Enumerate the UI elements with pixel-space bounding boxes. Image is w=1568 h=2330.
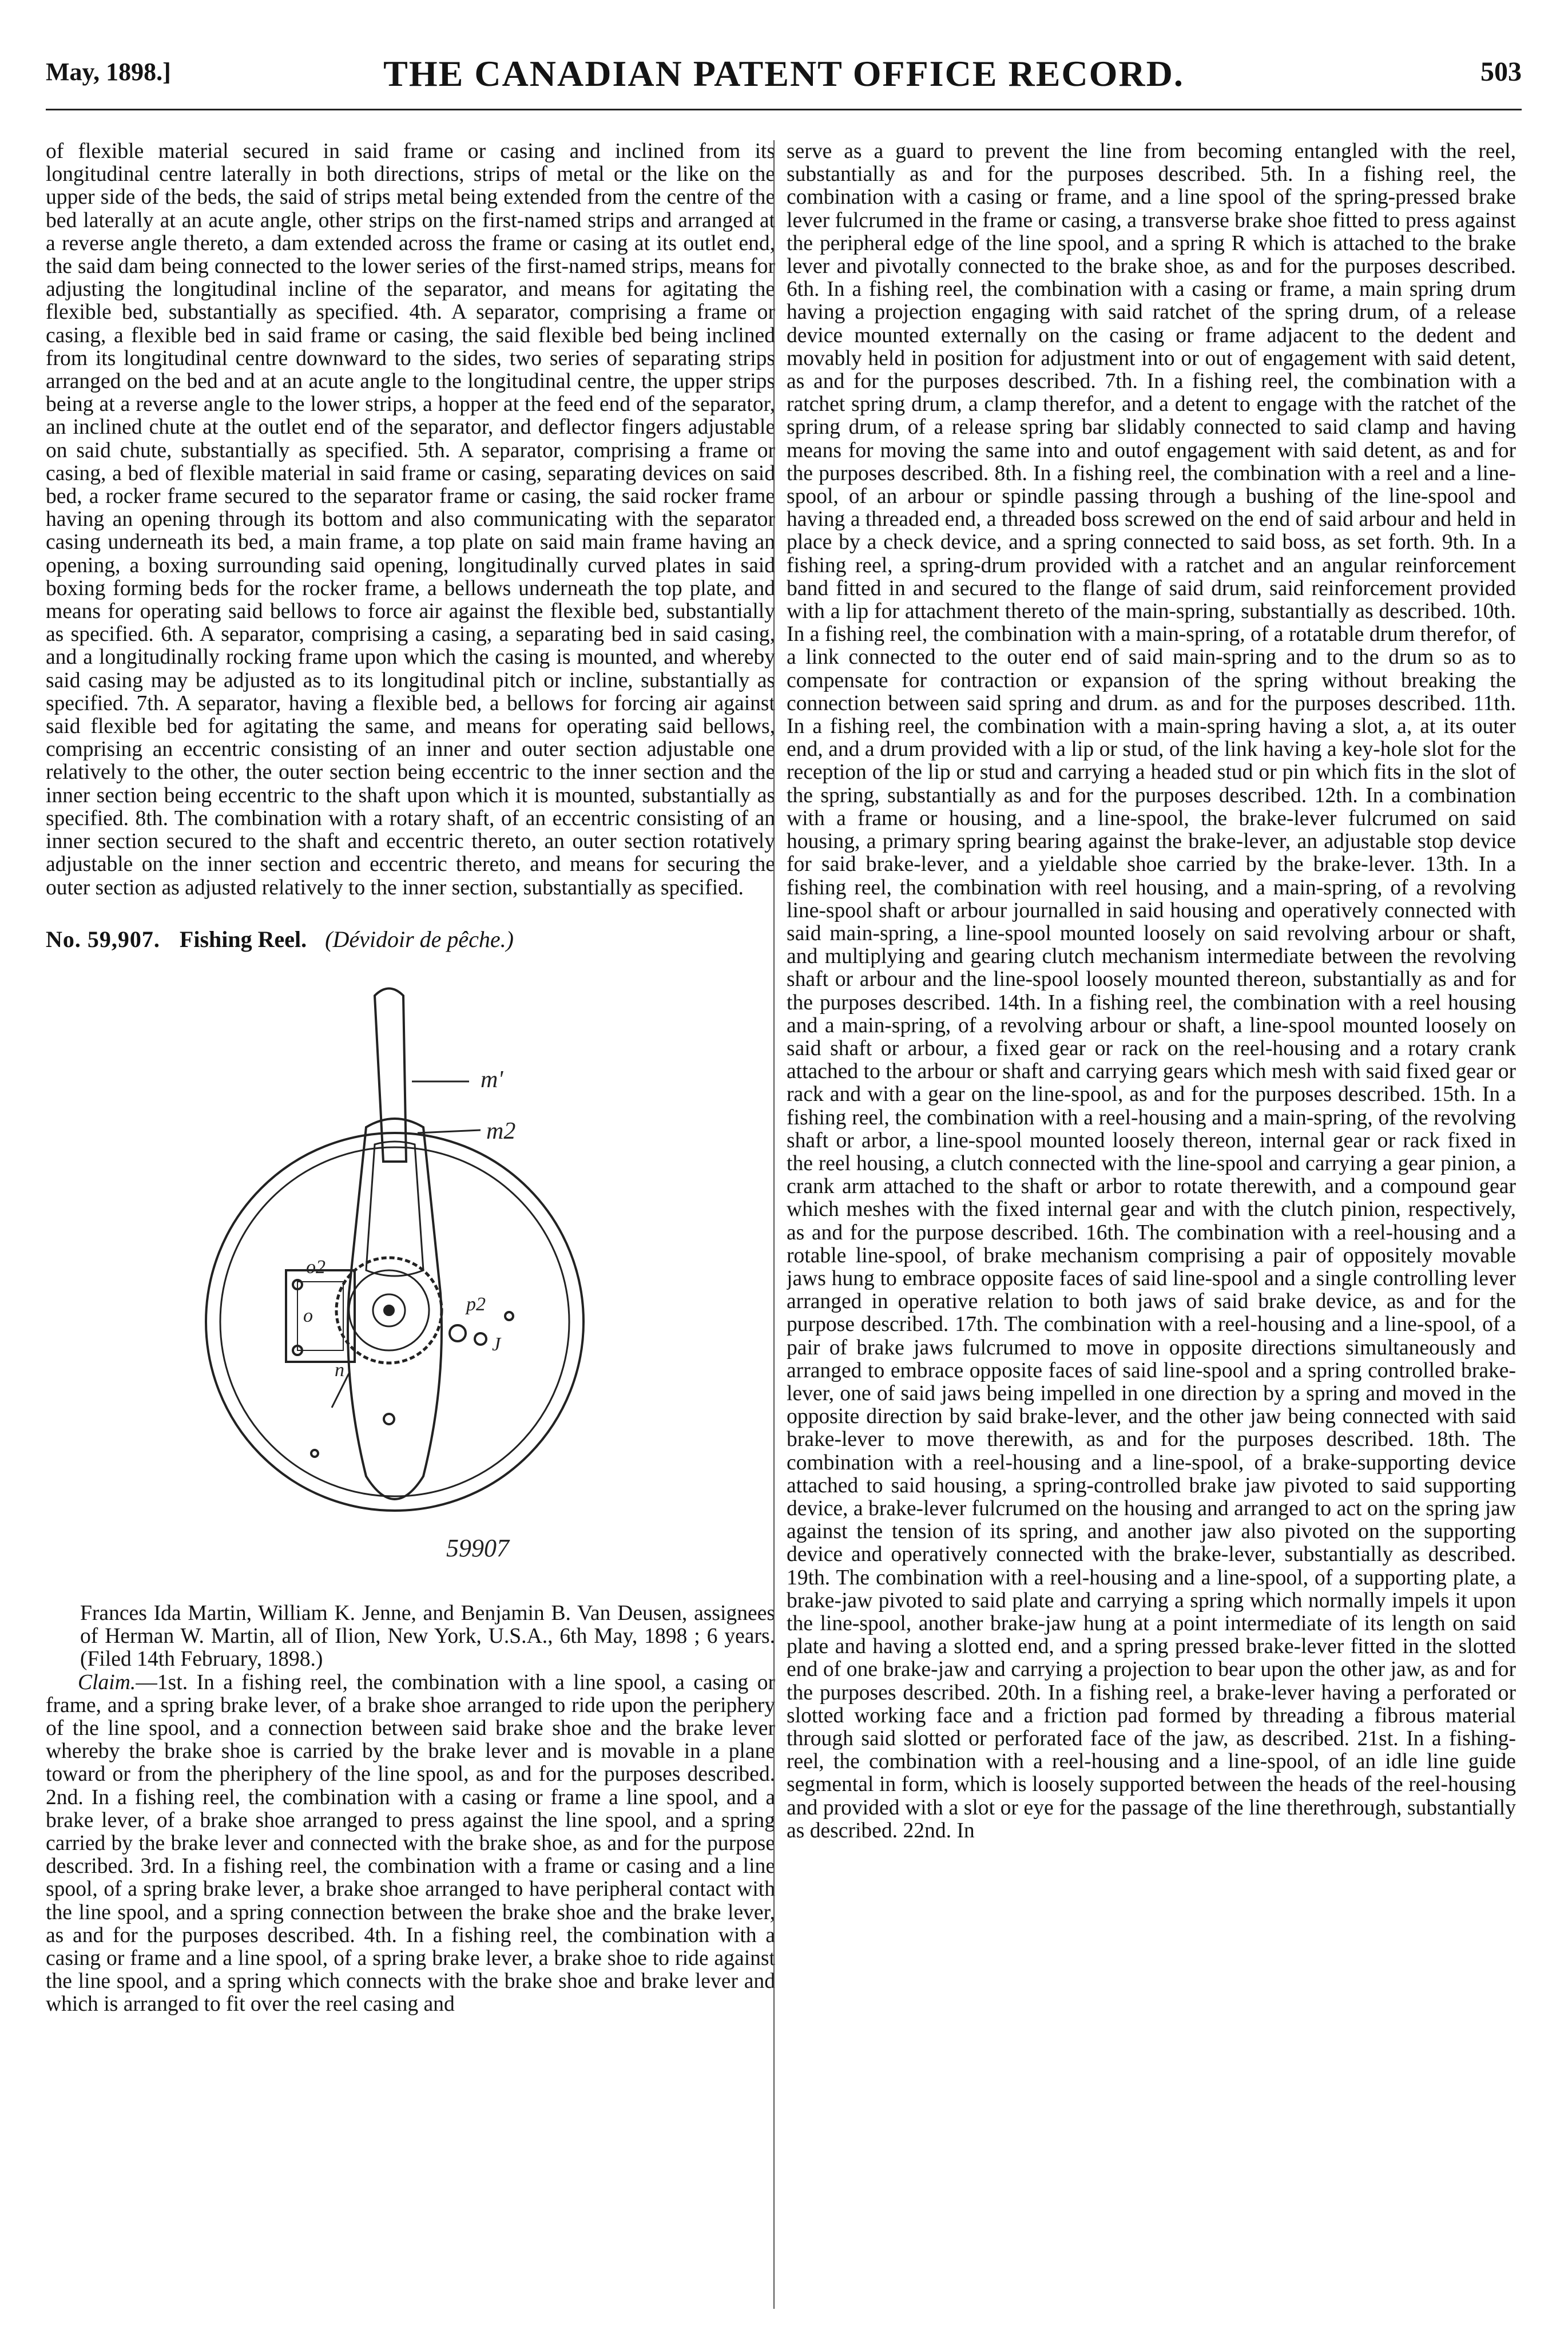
right-column (787, 140, 1516, 2309)
label-n: n (335, 1359, 344, 1381)
leader-line-m2 (418, 1130, 481, 1133)
arbour-center (384, 1306, 394, 1315)
reel-inner-rim (220, 1147, 569, 1496)
fishing-reel-drawing (46, 973, 775, 1602)
left-column (46, 140, 775, 2309)
label-o2: o2 (306, 1256, 325, 1278)
header-date: May, 1898.] (46, 58, 171, 86)
patent-number: No. 59,907. (46, 926, 160, 952)
rim-rivet-1 (505, 1312, 513, 1320)
figure-caption: 59907 (446, 1533, 509, 1562)
right-claims-text: serve as a guard to prevent the line from becoming entangled with the reel, substantially as and for the purposes described. 5th. In a fishing reel, the combination with a casing or frame, and a line spool of the spring-pressed brake lever fulcrumed in the frame or casing, a transverse brake shoe fitted to press against the peripheral edge of the line spool, and a spring R which is attached to the brake lever and pivotally connected to the brake shoe, as and for the purposes described. 6th. In a fishing reel, the combination with a casing or frame, a main spring drum having a projection engaging with said ratchet of the spring drum, of a release device mounted externally on the casing or frame adjacent to the dedent and movably held in position for adjustment into or out of engagement with said detent, as and for the purposes described. 7th. In a fishing reel, the combination with a ratchet spring drum, a clamp therefor, and a detent to engage with the ratchet of the spring drum, of a release spring bar slidably connected to said clamp and having means for moving the same into and outof engagement with said detent, as and for the purposes described. 8th. In a fishing reel, the combination with a reel and a line-spool, of an arbour or spindle passing through a bushing of the line-spool and having a threaded end, a threaded boss screwed on the end of said arbour and held in place by a check device, and a spring connected to said boss, as set forth. 9th. In a fishing reel, a spring-drum provided with a ratchet and an angular reinforcement band fitted in and secured to the flange of said drum, said reinforcement provided with a lip for attachment thereto of the main-spring, substantially as described. 10th. In a fishing reel, the combination with a main-spring, of a rotatable drum therefor, of a link connected to the outer end of said main-spring and to the drum so as to compensate for contraction or expansion of the spring without breaking the connection between said spring and drum. as and for the purposes described. 11th. In a fishing reel, the combination with a main-spring having a slot, a, at its outer end, and a drum provided with a lip or stud, of the link having a key-hole slot for the reception of the lip or stud and carrying a headed stud or pin which fits in the slot of the spring, substantially as and for the purposes described. 12th. In a combination with a frame or housing, and a line-spool, the brake-lever fulcrumed on said housing, a primary spring bearing against the brake-lever, an adjustable stop device for said brake-lever, and a yieldable shoe carried by the brake-lever. 13th. In a fishing reel, the combination with reel housing, and a main-spring, of a revolving line-spool shaft or arbour journalled in said housing and operatively connected with said main-spring, a line-spool mounted loosely on said revolving arbour or shaft, and multiplying and gearing clutch mechanism intermediate between the revolving shaft or arbour and the line-spool loosely mounted thereon, substantially as and for the purposes described. 14th. In a fishing reel, the combination with a reel housing and a main-spring, of a revolving arbour or shaft, a line-spool mounted loosely on said shaft or arbour, a fixed gear or rack on the reel-housing and a rotary crank attached to the arbour or shaft and carrying gears which mesh with said fixed gear or rack and with a gear on the line-spool, as and for the purposes described. 15th. In a fishing reel, the combination with a reel-housing and a main-spring, of the revolving shaft or arbor, a line-spool mounted loosely thereon, internal gear or rack fixed in the reel housing, a clutch connected with the line-spool and carrying a gear pinion, a crank arm attached to the shaft or arbor to rotate therewith, and a compound gear which meshes with the fixed internal gear and with the clutch pinion, respectively, as and for the purpose described. 16th. The combination with a reel-housing and a rotable line-spool, of brake mechanism comprising a pair of oppositely movable jaws hung to embrace opposite faces of said line-spool and a single controlling lever arranged in operative relation to both jaws of said brake device, as and for the purpose described. 17th. The combination with a reel-housing and a line-spool, of a pair of brake jaws fulcrumed to move in opposite directions simultaneously and arranged to embrace opposite faces of said line-spool and a spring controlled brake-lever, one of said jaws being impelled in one direction by a spring and moved in the opposite direction by said brake-lever, and the other jaw being connected with said brake-lever to move therewith, as and for the purposes described. 18th. The combination with a reel-housing and a line-spool, of a brake-supporting device attached to said housing, a spring-controlled brake jaw pivoted to said supporting device, a brake-lever fulcrumed on the housing and arranged to act on the spring jaw against the tension of its spring, and another jaw also pivoted on the supporting device and operatively connected with the brake-lever, substantially as described. 19th. The combination with a reel-housing and a line-spool, of a supporting plate, a brake-jaw pivoted to said plate and carrying a spring which normally impels it upon the line-spool, another brake-jaw hung at a point intermediate of its length on said plate and having a slotted end, and a spring pressed brake-lever fitted in the slotted end of one brake-jaw and carrying a projection to bear upon the other jaw, as and for the purposes described. 20th. In a fishing reel, a brake-lever having a perforated or slotted working face and a friction pad formed by threading a fibrous material through said slotted or perforated face of the jaw, as described. 21st. In a fishing-reel, the combination with a reel-housing and a line-spool, of an idle line guide segmental in form, which is loosely supported between the heads of the reel-housing and provided with a slot or eye for the passage of the line therethrough, substantially as described. 22nd. In (787, 140, 1516, 1842)
page-number: 503 (1480, 57, 1522, 87)
right-stud (475, 1333, 486, 1345)
label-o: o (303, 1305, 313, 1326)
claim-label: Claim. (78, 1670, 136, 1694)
column-divider (773, 140, 775, 2309)
label-p2: p2 (466, 1293, 486, 1315)
rim-rivet-2 (311, 1450, 318, 1457)
detent-pivot (450, 1325, 466, 1341)
lower-screw (384, 1414, 394, 1424)
fishing-reel-figure (46, 973, 775, 1602)
label-m1: m' (481, 1066, 503, 1093)
label-m2: m2 (486, 1118, 516, 1144)
patent-title-french: (Dévidoir de pêche.) (325, 926, 514, 952)
label-J: J (492, 1333, 501, 1355)
journal-title: THE CANADIAN PATENT OFFICE RECORD. (383, 53, 1184, 94)
reel-foot-handle (375, 988, 406, 1162)
inventors-paragraph: Frances Ida Martin, William K. Jenne, and Benjamin B. Van Deusen, assignees of Herman W. Martin, all of Ilion, New York, U.S.A., 6th May, 1898 ; 6 years. (Filed 14th February, 1898.) (80, 1601, 775, 1671)
brake-lever-body (348, 1119, 442, 1499)
patent-title: Fishing Reel. (179, 926, 307, 952)
reel-outer-rim (206, 1133, 583, 1511)
header-rule (46, 109, 1522, 110)
patent-heading (46, 928, 775, 951)
claims-text: —1st. In a fishing reel, the combination with a line spool, a casing or frame, and a spring brake lever, of a brake shoe arranged to ride upon the periphery of the line spool, and a connection between said brake shoe and the brake lever whereby the brake shoe is carried by the brake lever and is movable in a plane toward or from the pheriphery of the line spool, as and for the purposes described. 2nd. In a fishing reel, the combination with a casing or frame a line spool, and a brake lever, of a brake shoe arranged to press against the line spool, and a spring carried by the brake lever and connected with the brake shoe, as and for the purpose described. 3rd. In a fishing reel, the combination with a frame or casing and a line spool, of a spring brake lever, a brake shoe arranged to have peripheral contact with the line spool, and a spring connection between the brake shoe and the brake lever, as and for the purposes described. 4th. In a fishing reel, the combination with a casing or frame and a line spool, of a spring brake lever, a brake shoe to ride against the line spool, and a spring which connects with the brake shoe and brake lever and which is arranged to fit over the reel casing and (46, 1670, 775, 2016)
claims-paragraph (46, 1671, 775, 2016)
page-header (46, 53, 1522, 98)
continued-claims-text: of flexible material secured in said frame or casing and inclined from its longitudinal centre laterally in both directions, strips of metal or the like on the upper side of the beds, the said of strips metal being extended from the centre of the bed laterally at an acute angle, other strips on the first-named strips and arranged at a reverse angle thereto, a dam extended across the frame or casing at its outlet end, the said dam being connected to the lower series of the first-named strips, means for adjusting the longitudinal incline of the separator, and means for agitating the flexible bed, substantially as specified. 4th. A separator, comprising a frame or casing, a flexible bed in said frame or casing, the said flexible bed being inclined from its longitudinal centre downward to the sides, two series of separating strips arranged on the bed and at an acute angle to the longitudinal centre, the upper strips being at a reverse angle to the lower strips, a hopper at the feed end of the separator, an inclined chute at the outlet end of the separator, and deflector fingers adjustable on said chute, substantially as specified. 5th. A separator, comprising a frame or casing, a bed of flexible material in said frame or casing, separating devices on said bed, a rocker frame secured to the separator frame or casing, the said rocker frame having an opening through its bottom and also communicating with the separator casing underneath its bed, a main frame, a top plate on said main frame having an opening, a boxing surrounding said opening, longitudinally curved plates in said boxing forming beds for the rocker frame, a bellows underneath the top plate, and means for operating said bellows to force air against the flexible bed, substantially as specified. 6th. A separator, comprising a casing, a separating bed in said casing, and a longitudinally rocking frame upon which the casing is mounted, and whereby said casing may be adjusted as to its longitudinal pitch or incline, substantially as specified. 7th. A separator, having a flexible bed, a bellows for forcing air against said flexible bed for agitating the same, and means for operating said bellows, comprising an eccentric consisting of an inner and outer section adjustable one relatively to the other, the outer section being eccentric to the inner section and the inner section being eccentric to the shaft upon which it is mounted, substantially as specified. 8th. The combination with a rotary shaft, of an eccentric consisting of an inner section secured to the shaft and eccentric thereto, an outer section rotatively adjustable on the inner section and eccentric thereto, and means for securing the outer section as adjusted relatively to the inner section, substantially as specified. (46, 140, 775, 899)
